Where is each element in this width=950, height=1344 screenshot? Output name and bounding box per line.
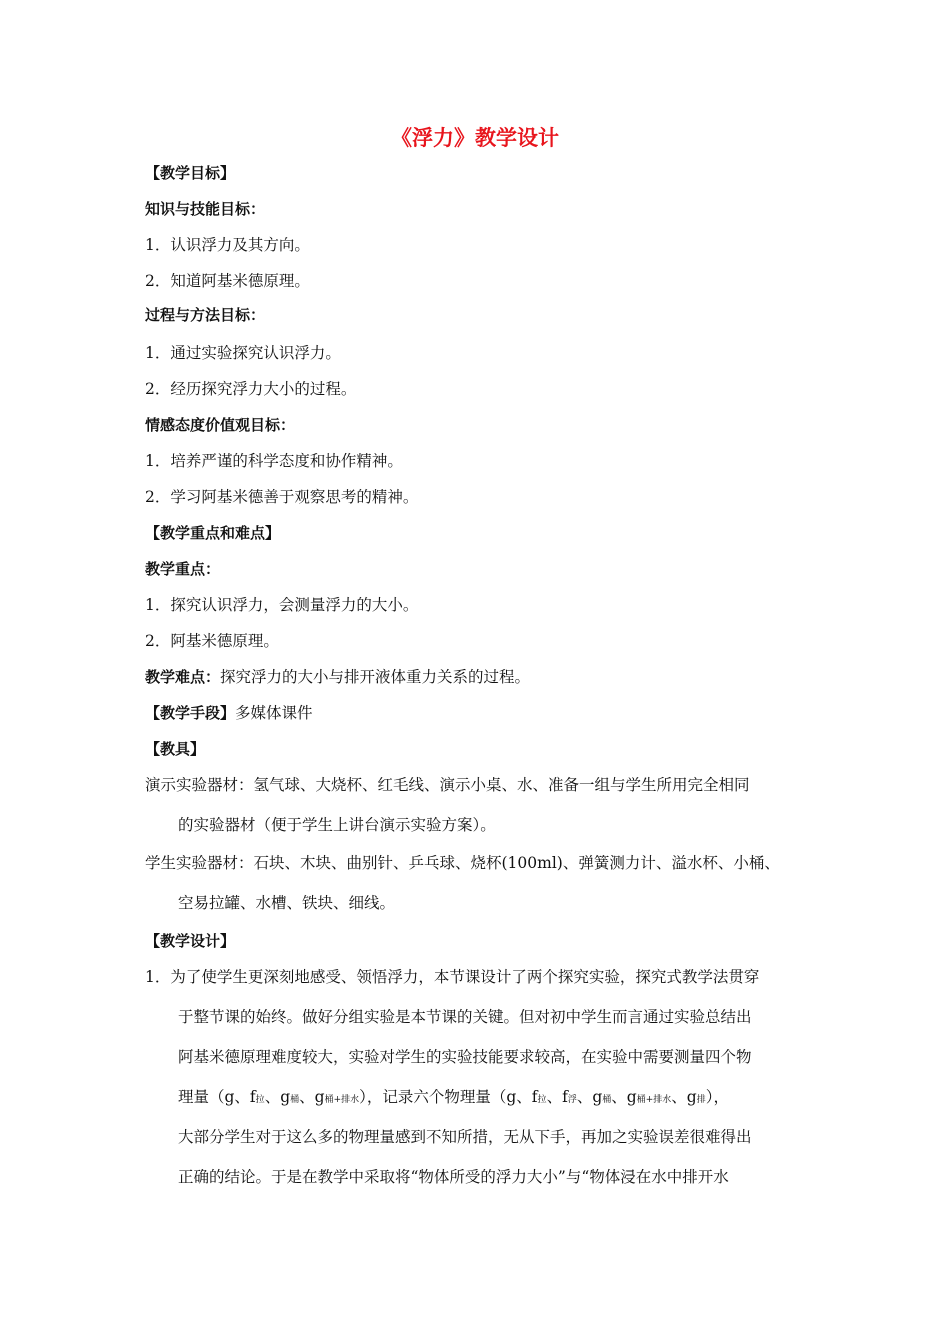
key-item-1: 1．探究认识浮力，会测量浮力的大小。	[145, 596, 419, 614]
design-paragraph-line-2: 于整节课的始终。做好分组实验是本节课的关键。但对初中学生而言通过实验总结出	[178, 1008, 752, 1026]
design-paragraph-line-5: 大部分学生对于这么多的物理量感到不知所措，无从下手，再加之实验误差很难得出	[178, 1128, 752, 1146]
subscript: 桶+排水	[636, 1095, 672, 1105]
subscript: 排	[696, 1095, 706, 1105]
process-item-2: 2．经历探究浮力大小的过程。	[145, 380, 357, 398]
text-segment: 、g	[264, 1088, 291, 1106]
design-paragraph-line-6: 正确的结论。于是在教学中采取将“物体所受的浮力大小”与“物体浸在水中排开水	[178, 1168, 729, 1186]
document-title: 《浮力》教学设计	[391, 126, 559, 150]
student-equipment-line-1: 学生实验器材：石块、木块、曲别针、乒乓球、烧杯(100ml)、弹簧测力计、溢水杯、小桶、	[145, 854, 780, 872]
subscript: 桶	[602, 1095, 612, 1105]
text-segment: 理量（g、f	[178, 1088, 256, 1106]
difficulty-text: 探究浮力的大小与排开液体重力关系的过程。	[220, 668, 531, 686]
subscript: 浮	[567, 1095, 577, 1105]
text-segment: 、g	[671, 1088, 697, 1106]
text-segment: 、g	[576, 1088, 603, 1106]
text-segment: 、g	[299, 1088, 325, 1106]
emotion-item-2: 2．学习阿基米德善于观察思考的精神。	[145, 488, 419, 506]
emotion-heading: 情感态度价值观目标：	[145, 416, 296, 434]
objectives-heading: 【教学目标】	[145, 164, 236, 182]
demo-equipment-line-1: 演示实验器材：氢气球、大烧杯、红毛线、演示小桌、水、准备一组与学生所用完全相同	[145, 776, 750, 794]
student-equipment-line-2: 空易拉罐、水槽、铁块、细线。	[178, 894, 396, 912]
knowledge-item-1: 1．认识浮力及其方向。	[145, 236, 310, 254]
key-heading: 【教学重点和难点】	[145, 524, 281, 542]
means-line	[145, 702, 313, 724]
design-paragraph-line-1: 1．为了使学生更深刻地感受、领悟浮力，本节课设计了两个探究实验，探究式教学法贯穿	[145, 968, 760, 986]
demo-equipment-line-2: 的实验器材（便于学生上讲台演示实验方案）。	[178, 816, 496, 834]
process-heading: 过程与方法目标：	[145, 306, 266, 324]
subscript: 桶	[290, 1095, 300, 1105]
means-label: 【教学手段】	[145, 704, 236, 722]
text-segment: 、f	[546, 1088, 568, 1106]
tools-heading: 【教具】	[145, 740, 206, 758]
difficulty-label: 教学难点：	[145, 668, 221, 686]
emotion-item-1: 1．培养严谨的科学态度和协作精神。	[145, 452, 403, 470]
key-points-label: 教学重点：	[145, 560, 221, 578]
design-heading: 【教学设计】	[145, 932, 236, 950]
subscript: 拉	[255, 1095, 265, 1105]
text-segment: ），	[705, 1088, 729, 1106]
key-item-2: 2．阿基米德原理。	[145, 632, 279, 650]
design-paragraph-line-3: 阿基米德原理难度较大，实验对学生的实验技能要求较高，在实验中需要测量四个物	[178, 1048, 752, 1066]
text-segment: ），记录六个物理量（g、f	[359, 1088, 538, 1106]
means-text: 多媒体课件	[235, 704, 313, 722]
subscript: 桶+排水	[324, 1095, 360, 1105]
design-paragraph-line-4	[178, 1086, 729, 1111]
difficulty-line	[145, 666, 530, 688]
process-item-1: 1．通过实验探究认识浮力。	[145, 344, 341, 362]
knowledge-heading: 知识与技能目标：	[145, 200, 266, 218]
text-segment: 、g	[611, 1088, 637, 1106]
knowledge-item-2: 2．知道阿基米德原理。	[145, 272, 310, 290]
subscript: 拉	[537, 1095, 547, 1105]
